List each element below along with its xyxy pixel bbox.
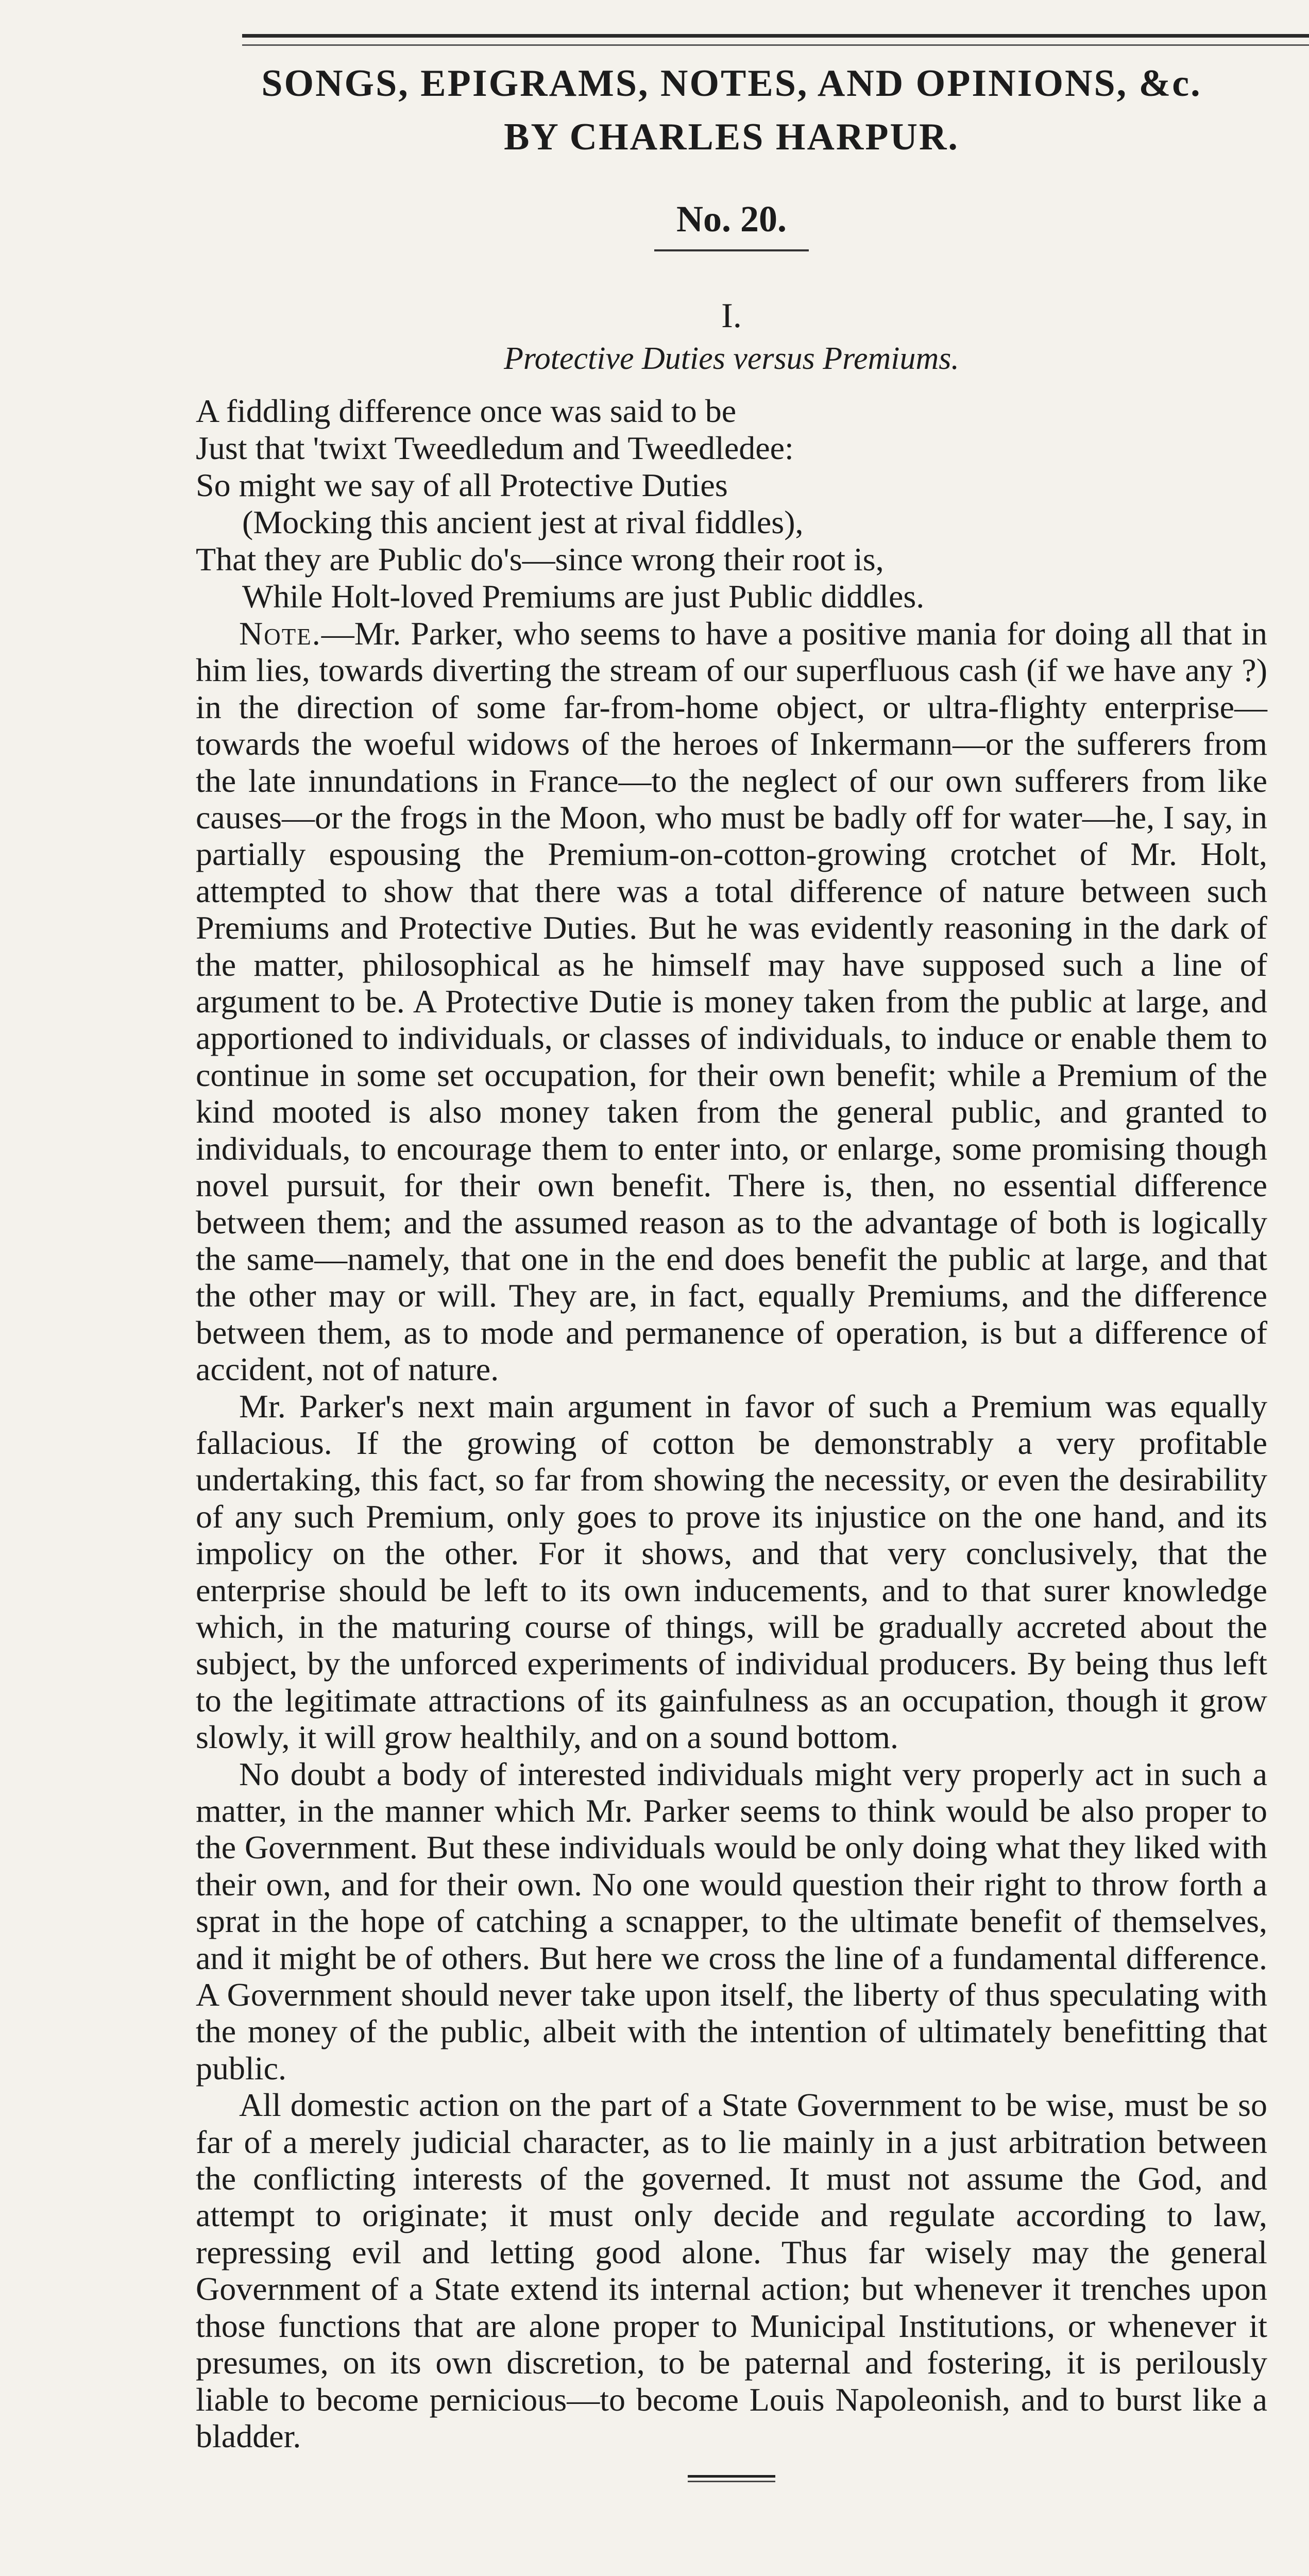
article-column [196,57,1267,2482]
masthead-line2: BY CHARLES HARPUR. [504,116,959,158]
note-paragraph-1 [196,615,1267,1388]
note-paragraph-3: No doubt a body of interested individuals might very properly act in such a matter, in the manner which Mr. Parker seems to think would be also proper to the Government. But these individuals would be only doing what they liked with their own, and for their own. No one would question their right to throw forth a sprat in the hope of catching a scnapper, to the ultimate benefit of themselves, and it might be of others. But here we cross the line of a fundamental difference. A Government should never take upon itself, the liberty of thus speculating with the money of the public, albeit with the intention of ultimately benefitting that public. [196,1755,1267,2087]
end-rule-thin [688,2481,775,2482]
poem-line: A fiddling difference once was said to be [196,393,737,429]
top-rule [242,34,1309,38]
note-label: Note. [239,615,321,652]
top-rule-thin [242,44,1309,46]
poem-line: That they are Public do's—since wrong their root is, [196,541,884,578]
epigram-poem [196,393,1267,615]
section-numeral: I. [721,296,742,335]
issue-number: No. 20. [676,198,787,240]
poem-line: While Holt-loved Premiums are just Public diddles. [242,578,925,615]
note-paragraph-4: All domestic action on the part of a State Government to be wise, must be so far of a merely judicial character, as to lie mainly in a just arbitration between the conflicting interests of the governed. It must not assume the God, and attempt to originate; it must only decide and regulate according to law, repressing evil and letting good alone. Thus far wisely may the general Government of a State extend its internal action; but whenever it trenches upon those functions that are alone proper to Municipal Institutions, or whenever it presumes, on its own discretion, to be paternal and fostering, it is perilously liable to become pernicious—to become Louis Napoleonish, and to burst like a bladder. [196,2087,1267,2454]
poem-line: So might we say of all Protective Duties [196,467,728,503]
end-rule [688,2475,775,2478]
section-title: Protective Duties versus Premiums. [504,341,959,376]
note-paragraph-1-text: —Mr. Parker, who seems to have a positive mania for doing all that in him lies, towards diverting the stream of our superfluous cash (if we have any ?) in the direction of some far-from-home object, or ultra-flighty enterprise—towards the woeful widows of the heroes of Inkermann—or the sufferers from the late innundations in France—to the neglect of our own sufferers from like causes—or the frogs in the Moon, who must be badly off for water—he, I say, in partially espousing the Premium-on-cotton-growing crotchet of Mr. Holt, attempted to show that there was a total difference of nature between such Premiums and Protective Duties. But he was evidently reasoning in the dark of the matter, philosophical as he himself may have supposed such a line of argument to be. A Protective Dutie is money taken from the public at large, and apportioned to individuals, or classes of individuals, to induce or enable them to continue in some set occupation, for their own benefit; while a Premium of the kind mooted is also money taken from the general public, and granted to individuals, to encourage them to enter into, or enlarge, some promising though novel pursuit, for their own benefit. There is, then, no essential difference between them; and the assumed reason as to the advantage of both is logically the same—namely, that one in the end does benefit the public at large, and that the other may or will. They are, in fact, equally Premiums, and the difference between them, as to mode and permanence of operation, is but a difference of accident, not of nature. [196,615,1267,1388]
note-paragraph-2: Mr. Parker's next main argument in favor of such a Premium was equally fallacious. If the growing of cotton be demonstrably a very profitable undertaking, this fact, so far from showing the necessity, or even the desirability of any such Premium, only goes to prove its injustice on the one hand, and its impolicy on the other. For it shows, and that very conclusively, that the enterprise should be left to its own inducements, and to that surer knowledge which, in the maturing course of things, will be gradually accreted about the subject, by the unforced experiments of individual producers. By being thus left to the legitimate attractions of its gainfulness as an occupation, though it grow slowly, it will grow healthily, and on a sound bottom. [196,1387,1267,1756]
poem-line: Just that 'twixt Tweedledum and Tweedledee: [196,430,794,466]
poem-line: (Mocking this ancient jest at rival fiddles), [242,504,804,540]
masthead-line1: SONGS, EPIGRAMS, NOTES, AND OPINIONS, &c. [261,62,1202,105]
masthead [196,57,1267,164]
issue-number-rule [654,249,809,251]
note-body [196,615,1267,2454]
